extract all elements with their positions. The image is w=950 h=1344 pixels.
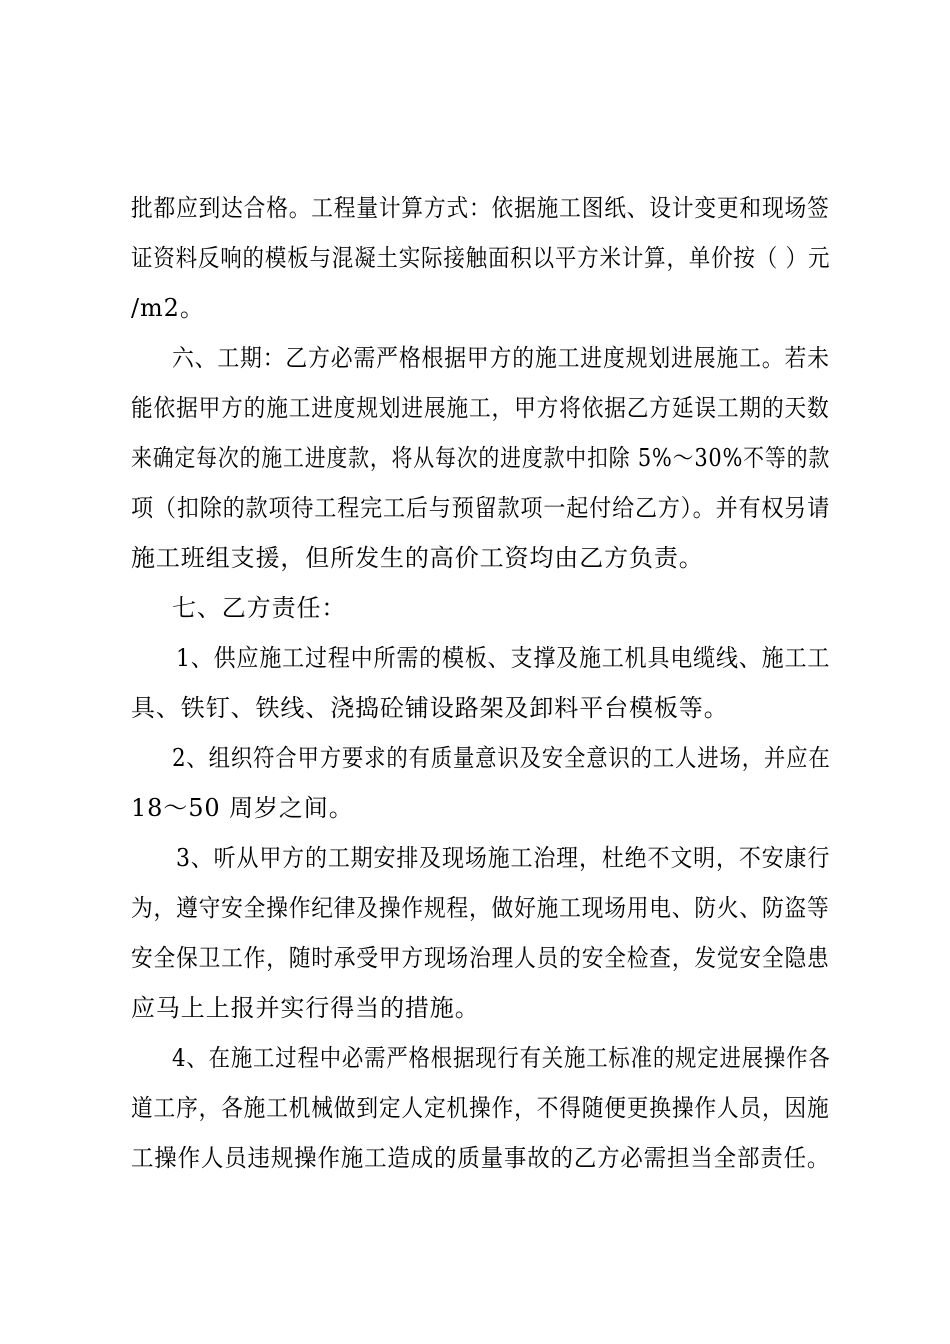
text-line: 4、在施工过程中必需严格根据现行有关施工标准的规定进展操作各 [172, 1044, 831, 1072]
text-line: 18～50 周岁之间。 [131, 794, 354, 822]
text-line: 施工班组支援，但所发生的高价工资均由乙方负责。 [131, 544, 704, 572]
text-line: 道工序，各施工机械做到定人定机操作，不得随便更换操作人员，因施 [131, 1094, 830, 1122]
text-line: 工操作人员违规操作施工造成的质量事故的乙方必需担当全部责任。 [131, 1144, 831, 1172]
text-line: 证资料反响的模板与混凝土实际接触面积以平方米计算，单价按（ ）元 [131, 244, 831, 272]
text-line: 为，遵守安全操作纪律及操作规程，做好施工现场用电、防火、防盗等 [131, 894, 830, 922]
text-line: 来确定每次的施工进度款，将从每次的进度款中扣除 5%～30%不等的款 [131, 444, 831, 472]
text-line: 3、听从甲方的工期安排及现场施工治理，杜绝不文明，不安康行 [176, 844, 831, 872]
section-heading: 七、乙方责任： [172, 594, 347, 622]
text-line: 具、铁钉、铁线、浇捣砼铺设路架及卸料平台模板等。 [131, 694, 729, 722]
text-line: 2、组织符合甲方要求的有质量意识及安全意识的工人进场，并应在 [172, 744, 831, 772]
text-line: 能依据甲方的施工进度规划进展施工，甲方将依据乙方延误工期的天数 [131, 394, 830, 422]
text-line: 安全保卫工作，随时承受甲方现场治理人员的安全检查，发觉安全隐患 [131, 944, 830, 972]
text-line: 六、工期：乙方必需严格根据甲方的施工进度规划进展施工。若未 [172, 344, 830, 372]
text-line: 1、供应施工过程中所需的模板、支撑及施工机具电缆线、施工工 [176, 644, 831, 672]
text-line: 批都应到达合格。工程量计算方式：依据施工图纸、设计变更和现场签 [131, 194, 830, 222]
text-line: /m2。 [131, 294, 205, 322]
text-line: 应马上上报并实行得当的措施。 [131, 994, 480, 1022]
text-line: 项（扣除的款项待工程完工后与预留款项一起付给乙方）。并有权另请 [131, 494, 831, 522]
